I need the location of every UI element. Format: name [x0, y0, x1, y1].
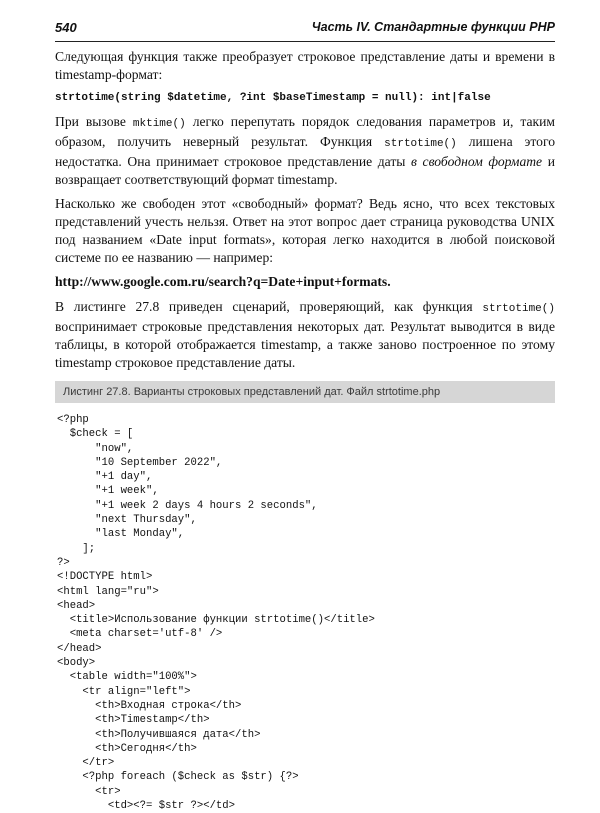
search-url: http://www.google.com.ru/search?q=Date+input+formats. — [55, 274, 391, 289]
code-line: <?php — [57, 414, 89, 426]
code-line: "+1 week 2 days 4 hours 2 seconds", — [57, 499, 318, 512]
code-line: <head> — [57, 599, 96, 612]
code-line: <th>Получившаяся дата</th> — [57, 728, 261, 741]
code-line: "last Monday", — [57, 528, 185, 541]
inline-code: mktime() — [132, 118, 186, 130]
page-number: 540 — [55, 20, 77, 35]
code-line: $check = [ — [57, 428, 134, 441]
code-line: "10 September 2022", — [57, 456, 223, 469]
paragraph-mktime — [55, 113, 555, 189]
code-line: <table width="100%"> — [57, 671, 197, 684]
inline-code: strtotime() — [482, 303, 555, 315]
code-line: "+1 day", — [57, 471, 153, 484]
code-line: <tr align="left"> — [57, 685, 191, 698]
code-line: ?> — [57, 556, 70, 569]
code-line: <meta charset='utf-8' /> — [57, 628, 223, 641]
code-line: <td><?= $str ?></td> — [57, 800, 236, 813]
code-line: </tr> — [57, 757, 115, 770]
code-line: "now", — [57, 442, 134, 455]
function-signature: strtotime(string $datetime, ?int $baseTimestamp = null): int|false — [55, 92, 491, 104]
text-fragment: и возвращает соответствующий формат timestamp. — [55, 154, 555, 187]
running-title: Часть IV. Стандартные функции PHP — [311, 20, 555, 34]
text-fragment: легко перепутать порядок следования параметров и, таким образом, получить неверный результат. Функция — [55, 114, 555, 149]
code-line: <?php foreach ($check as $str) {?> — [57, 771, 299, 784]
inline-code: strtotime() — [384, 138, 457, 150]
code-listing — [55, 413, 555, 813]
code-line: <title>Использование функции strtotime()</title> — [57, 614, 375, 627]
code-line: </head> — [57, 642, 102, 655]
page-header — [55, 19, 555, 42]
code-line: <tr> — [57, 785, 121, 798]
page-content — [55, 48, 555, 813]
paragraph-free-format: Насколько же свободен этот «свободный» формат? Ведь ясно, что всех текстовых представлений учесть нельзя. Ответ на этот вопрос дает страница руководства UNIX под названием «Date input formats», которая легко находится в любой поисковой системе по ее названию — например: — [55, 196, 555, 265]
code-line: <th>Сегодня</th> — [57, 742, 197, 755]
code-line: ]; — [57, 542, 96, 555]
paragraph-listing-intro — [55, 298, 555, 372]
code-line: <body> — [57, 657, 96, 670]
paragraph-intro: Следующая функция также преобразует строковое представление даты и времени в timestamp-формат: — [55, 49, 555, 82]
code-line: "next Thursday", — [57, 514, 197, 527]
text-fragment: При вызове — [55, 114, 133, 129]
text-fragment: В листинге 27.8 приведен сценарий, проверяющий, как функция — [55, 299, 483, 314]
text-fragment: лишена этого недостатка. Она принимает строковое представление даты — [55, 134, 555, 169]
code-line: <!DOCTYPE html> — [57, 571, 153, 584]
code-line: <th>Входная строка</th> — [57, 699, 242, 712]
code-line: <th>Timestamp</th> — [57, 714, 210, 727]
code-line: "+1 week", — [57, 485, 159, 498]
text-fragment: воспринимает строковые представления некоторых дат. Результат выводится в виде таблицы, в которой отображается timestamp, а также заново построенное по этому timestamp строковое представление даты. — [55, 319, 555, 370]
emphasis: в свободном формате — [411, 154, 543, 169]
listing-title: Листинг 27.8. Варианты строковых представлений дат. Файл strtotime.php — [55, 381, 555, 403]
code-line: <html lang="ru"> — [57, 585, 159, 598]
